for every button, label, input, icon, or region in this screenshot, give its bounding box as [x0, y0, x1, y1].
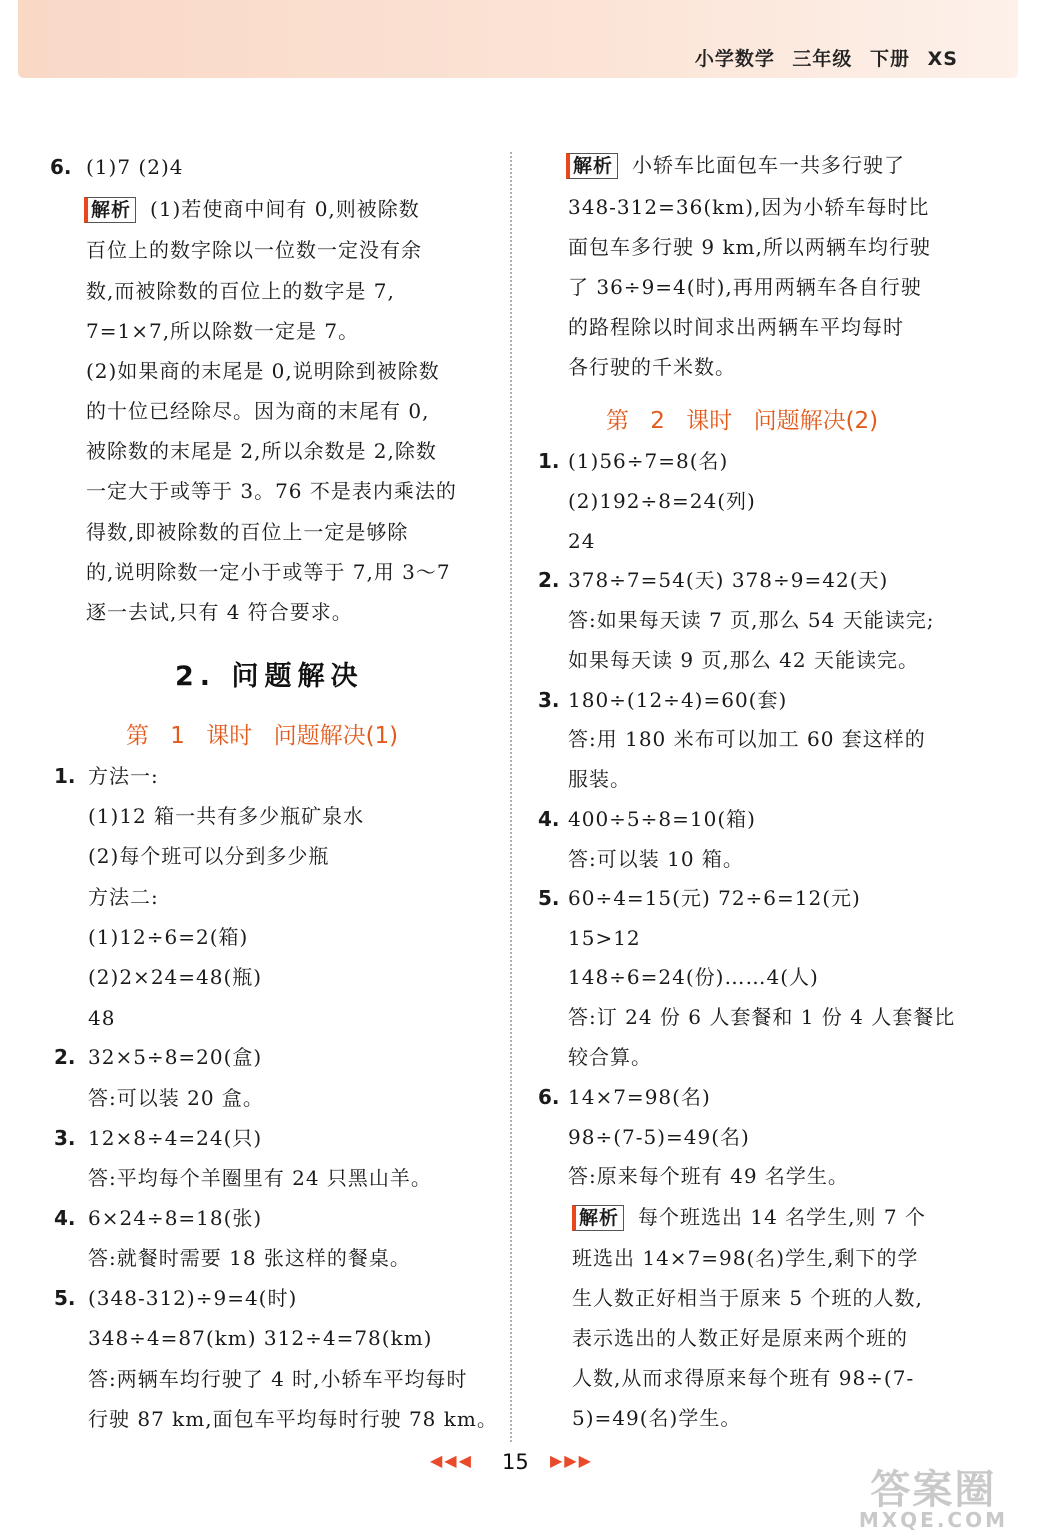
question-number: 4.: [538, 807, 560, 831]
answer-line: 400÷5÷8=10(箱): [568, 807, 756, 831]
analysis-line: 面包车多行驶 9 km,所以两辆车均行驶: [568, 235, 931, 259]
answer-line: 答:就餐时需要 18 张这样的餐桌。: [88, 1246, 411, 1270]
analysis-line: 解析 每个班选出 14 名学生,则 7 个: [572, 1203, 926, 1231]
answer-line: 答:可以装 20 盒。: [88, 1086, 264, 1110]
answer-line: 15>12: [568, 926, 641, 950]
analysis-line: 得数,即被除数的百位上一定是够除: [86, 520, 409, 544]
question-number: 2.: [54, 1045, 76, 1069]
answer-line: (348-312)÷9=4(时): [88, 1286, 298, 1310]
answer-line: 148÷6=24(份)……4(人): [568, 965, 819, 989]
question-number: 3.: [54, 1126, 76, 1150]
watermark-text: 答案圈: [870, 1467, 997, 1513]
analysis-line: 生人数正好相当于原来 5 个班的人数,: [572, 1286, 923, 1310]
answer-line: 答:用 180 米布可以加工 60 套这样的: [568, 727, 926, 751]
question-number: 1.: [54, 764, 76, 788]
answer-line: 6×24÷8=18(张): [88, 1206, 263, 1230]
answer-line: 348÷4=87(km) 312÷4=78(km): [88, 1326, 433, 1350]
analysis-line: 百位上的数字除以一位数一定没有余: [86, 238, 422, 262]
analysis-line: 逐一去试,只有 4 符合要求。: [86, 600, 353, 624]
answer-line: (1)56÷7=8(名): [568, 449, 729, 473]
answer-line: 答:原来每个班有 49 名学生。: [568, 1164, 849, 1188]
answer-line: 方法一:: [88, 764, 159, 788]
answer-line: 180÷(12÷4)=60(套): [568, 688, 788, 712]
analysis-line: 一定大于或等于 3。76 不是表内乘法的: [86, 479, 457, 503]
analysis-line: 了 36÷9=4(时),再用两辆车各自行驶: [568, 275, 922, 299]
question-number: 3.: [538, 688, 560, 712]
analysis-line: 的,说明除数一定小于或等于 7,用 3～7: [86, 560, 451, 584]
answer-line: 答:如果每天读 7 页,那么 54 天能读完;: [568, 608, 935, 632]
analysis-line: 解析 (1)若使商中间有 0,则被除数: [84, 195, 420, 223]
question-number: 2.: [538, 568, 560, 592]
lesson-title: 第 1 课时 问题解决(1): [126, 723, 399, 749]
answer-line: 如果每天读 9 页,那么 42 天能读完。: [568, 648, 919, 672]
analysis-line: 5)=49(名)学生。: [572, 1406, 742, 1430]
answer-line: 48: [88, 1006, 116, 1030]
answer-line: 答:可以装 10 箱。: [568, 847, 744, 871]
watermark-logo: [858, 1467, 1008, 1532]
analysis-tag: 解析: [566, 153, 618, 179]
answer-line: 服装。: [568, 767, 631, 791]
question-number: 4.: [54, 1206, 76, 1230]
answer-line: (2)192÷8=24(列): [568, 489, 756, 513]
question-number: 5.: [538, 886, 560, 910]
question-number: 5.: [54, 1286, 76, 1310]
answer-line: (2)每个班可以分到多少瓶: [88, 844, 330, 868]
analysis-line: 的路程除以时间求出两辆车平均每时: [568, 315, 904, 339]
answer-line: 14×7=98(名): [568, 1085, 711, 1109]
analysis-line: 7=1×7,所以除数一定是 7。: [86, 319, 360, 343]
answer-line: 方法二:: [88, 885, 159, 909]
lesson-title: 第 2 课时 问题解决(2): [606, 408, 879, 434]
answer-line: (1)7 (2)4: [86, 155, 184, 179]
answer-line: 32×5÷8=20(盒): [88, 1045, 263, 1069]
answer-line: 60÷4=15(元) 72÷6=12(元): [568, 886, 861, 910]
answer-line: (1)12 箱一共有多少瓶矿泉水: [88, 804, 365, 828]
analysis-line: 班选出 14×7=98(名)学生,剩下的学: [572, 1246, 919, 1270]
analysis-line: 被除数的末尾是 2,所以余数是 2,除数: [86, 439, 437, 463]
page-number: 15: [502, 1450, 529, 1474]
analysis-line: 348-312=36(km),因为小轿车每时比: [568, 195, 930, 219]
analysis-line: 表示选出的人数正好是原来两个班的: [572, 1326, 908, 1350]
answer-line: 12×8÷4=24(只): [88, 1126, 263, 1150]
analysis-tag: 解析: [572, 1205, 624, 1231]
answer-line: 行驶 87 km,面包车平均每时行驶 78 km。: [88, 1407, 498, 1431]
analysis-line: 的十位已经除尽。因为商的末尾有 0,: [86, 399, 430, 423]
answer-line: 答:平均每个羊圈里有 24 只黑山羊。: [88, 1166, 432, 1190]
question-number: 1.: [538, 449, 560, 473]
question-number: 6.: [50, 155, 72, 179]
answer-line: 较合算。: [568, 1045, 652, 1069]
answer-line: 答:两辆车均行驶了 4 时,小轿车平均每时: [88, 1367, 468, 1391]
analysis-line: 各行驶的千米数。: [568, 355, 736, 379]
prev-arrows-icon: ◀◀◀: [430, 1451, 473, 1470]
header-title: 小学数学 三年级 下册 XS: [694, 48, 958, 70]
analysis-line: 人数,从而求得原来每个班有 98÷(7-: [572, 1366, 915, 1390]
answer-line: 24: [568, 529, 596, 553]
answer-line: 98÷(7-5)=49(名): [568, 1125, 750, 1149]
analysis-line: 解析 小轿车比面包车一共多行驶了: [566, 151, 905, 179]
watermark-url: MXQE.COM: [858, 1508, 1008, 1532]
analysis-tag: 解析: [84, 197, 136, 223]
section-title: 2. 问题解决: [175, 661, 364, 692]
answer-line: 答:订 24 份 6 人套餐和 1 份 4 人套餐比: [568, 1005, 956, 1029]
analysis-line: (2)如果商的末尾是 0,说明除到被除数: [86, 359, 440, 383]
answer-line: (2)2×24=48(瓶): [88, 965, 263, 989]
column-divider: [510, 152, 512, 1442]
answer-line: (1)12÷6=2(箱): [88, 925, 249, 949]
next-arrows-icon: ▶▶▶: [550, 1451, 593, 1470]
analysis-line: 数,而被除数的百位上的数字是 7,: [86, 279, 395, 303]
question-number: 6.: [538, 1085, 560, 1109]
answer-line: 378÷7=54(天) 378÷9=42(天): [568, 568, 889, 592]
